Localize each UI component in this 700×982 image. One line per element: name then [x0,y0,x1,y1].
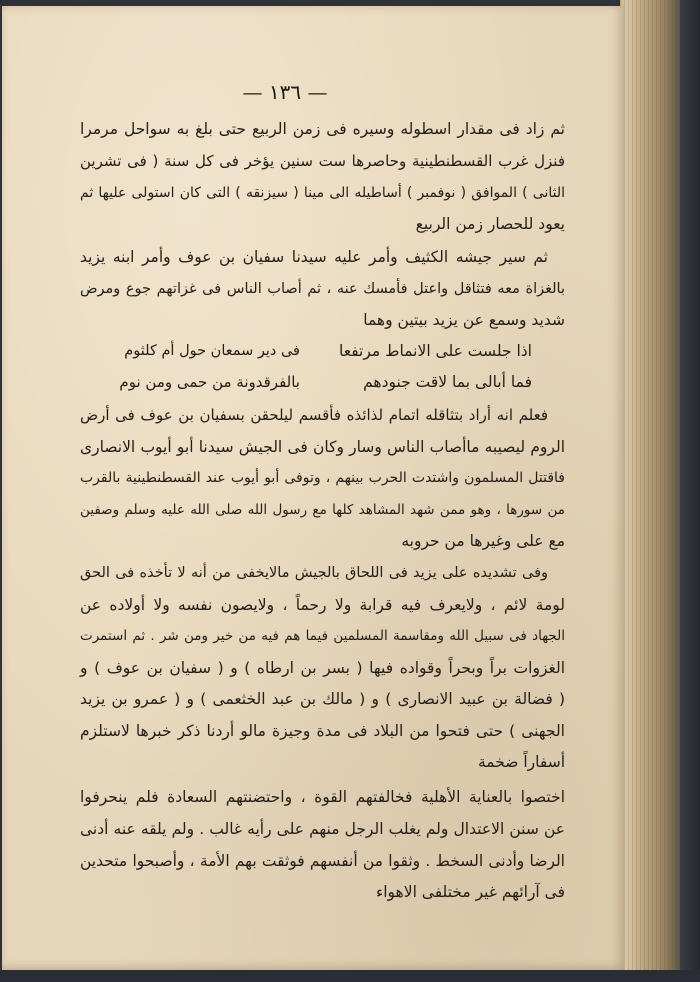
text-line: الرضا وأدنى السخط . وثقوا من أنفسهم فوثقت بهم الأمة ، وأصبحوا متحدين [80,852,565,870]
text-line: شديد وسمع عن يزيد بيتين وهما [363,311,565,329]
text-line: فعلم انه أراد بتثاقله اتمام لذائذه فأقسم ليلحقن بسفيان بن عوف فى أرض [80,406,548,424]
text-line: اختصوا بالعناية الأهلية فخالفتهم القوة ، واحتضنتهم السعادة فلم ينحرفوا [80,788,565,806]
book-cover-edge [680,0,700,982]
verse-hemistich: فى دير سمعان حول أم كلثوم [124,343,300,359]
text-line: فنزل غرب القسطنطينية وحاصرها ست سنين يؤخر فى كل سنة ( فى تشرين [80,152,565,170]
text-line: من سورها ، وهو ممن شهد المشاهد كلها مع رسول الله صلى الله عليه وسلم وصفين [80,502,565,518]
text-line: فى آرائهم غير مختلفى الاهواء [375,883,565,901]
verse-hemistich: فما أبالى بما لاقت جنودهم [363,373,532,391]
scan-background [0,970,700,982]
text-line: الروم ليصيبه ماأصاب الناس وسار وكان فى الجيش سيدنا أبو أيوب الانصارى [80,438,565,456]
text-line: ثم سير جيشه الكثيف وأمر عليه سيدنا سفيان بن عوف وأمر ابنه يزيد [80,248,548,266]
verse-hemistich: اذا جلست على الانماط مرتفعا [339,342,532,360]
text-line: أسفاراً ضخمة [477,753,565,771]
text-line: لومة لائم ، ولايعرف فيه قرابة ولا رحماً ، ولايصون نفسه ولا أولاده عن [80,596,565,614]
page-number: — ١٣٦ — [242,80,328,104]
text-line: الجهنى ) حتى فتحوا من البلاد فى مدة وجيزة مالو أردنا ذكر خبرها لاستلزم [80,722,565,740]
text-line: بالغزاة معه فتثاقل واعتل فأمسك عنه ، ثم أصاب الناس فى غزاتهم جوع ومرض [80,281,565,297]
verse-hemistich: بالفرقدونة من حمى ومن نوم [119,373,300,391]
text-line: مع على وغيرها من حروبه [401,532,565,550]
text-line: الجهاد فى سبيل الله ومقاسمة المسلمين فيما هم فيه من خير ومن شر . ثم استمرت [80,628,565,644]
text-line: عن سنن الاعتدال ولم يغلب الرجل منهم على رأيه غالب . ولم يلقه عنه أدنى [80,820,565,838]
text-line: ( فضالة بن عبيد الانصارى ) و ( مالك بن عبد الخثعمى ) و ( عمرو بن يزيد [80,690,565,708]
text-line: الغزوات براً وبحراً وقواده فيها ( بسر بن ارطاه ) و ( سفيان بن عوف ) و [80,659,565,677]
book-page-edges [620,0,680,982]
text-line: الثانى ) الموافق ( نوفمبر ) أساطيله الى مينا ( سيزنقه ) التى كان استولى عليها ثم [80,185,565,201]
text-line: ثم زاد فى مقدار اسطوله وسيره فى زمن الربيع حتى بلغ به سواحل مرمرا [80,120,565,138]
text-line: يعود للحصار زمن الربيع [415,215,565,233]
text-line: وفى تشديده على يزيد فى اللحاق بالجيش مالايخفى من أنه لا تأخذه فى الحق [80,565,548,581]
text-line: فاقتتل المسلمون واشتدت الحرب بينهم ، وتوفى أبو أيوب عند القسطنطينية بالقرب [80,470,565,486]
